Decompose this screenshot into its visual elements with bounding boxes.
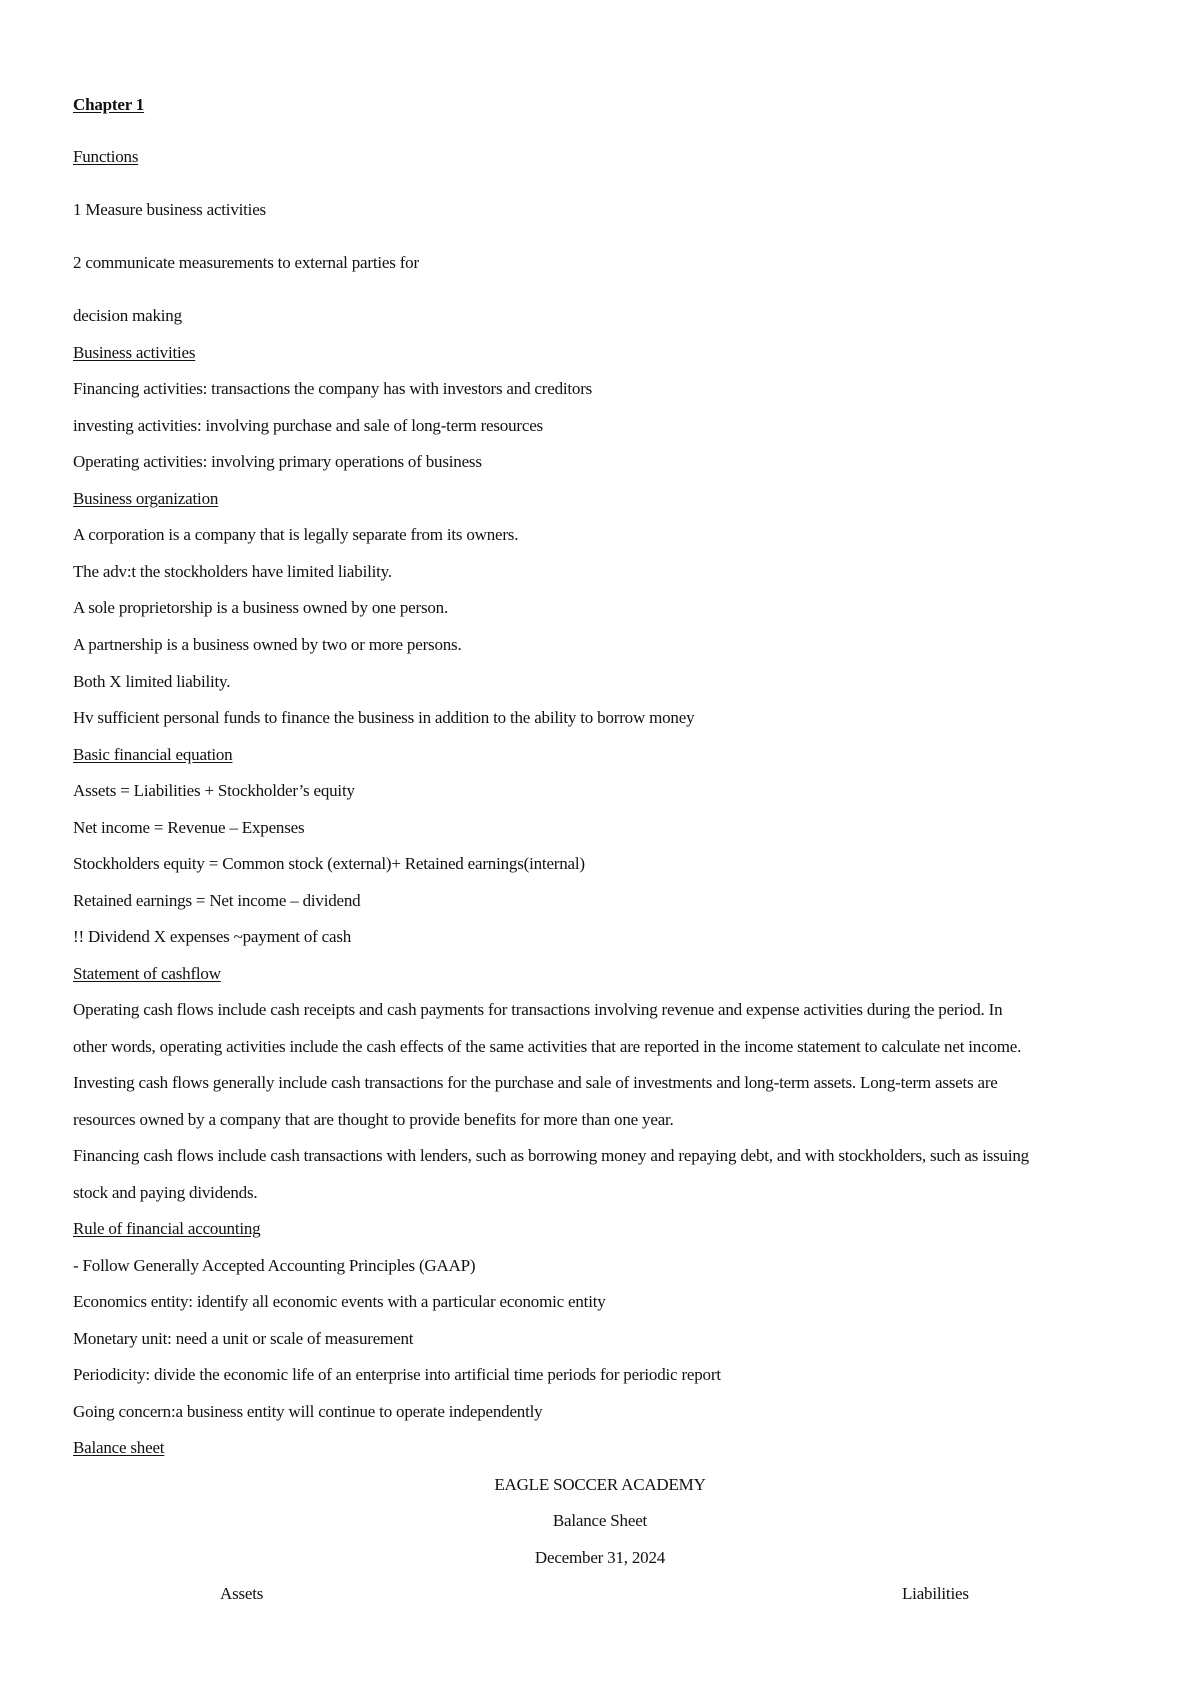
cashflow-investing-line-2: resources owned by a company that are thought to provide benefits for more than one year. <box>73 1110 674 1129</box>
equation-line-2: Net income = Revenue – Expenses <box>73 818 305 837</box>
functions-item-2: 2 communicate measurements to external parties for <box>73 253 419 272</box>
chapter-title: Chapter 1 <box>73 95 145 114</box>
balance-sheet-assets-header: Assets <box>220 1584 264 1603</box>
org-line-1: A corporation is a company that is legally separate from its owners. <box>73 525 519 544</box>
business-organization-heading: Business organization <box>73 489 219 508</box>
cashflow-financing-line-2: stock and paying dividends. <box>73 1183 258 1202</box>
functions-item-2-cont: decision making <box>73 306 182 325</box>
equation-line-5: !! Dividend X expenses ~payment of cash <box>73 927 352 946</box>
equation-line-4: Retained earnings = Net income – dividend <box>73 891 361 910</box>
investing-activities-line: investing activities: involving purchase and sale of long-term resources <box>73 416 543 435</box>
functions-item-1: 1 Measure business activities <box>73 200 266 219</box>
cashflow-financing-line-1: Financing cash flows include cash transactions with lenders, such as borrowing money and repaying debt, and with stockholders, such as issuing <box>73 1146 1029 1165</box>
org-line-2: The adv:t the stockholders have limited liability. <box>73 562 392 581</box>
cashflow-investing-line-1: Investing cash flows generally include cash transactions for the purchase and sale of investments and long-term assets. Long-term assets are <box>73 1073 998 1092</box>
rules-line-4: Periodicity: divide the economic life of an enterprise into artificial time periods for periodic report <box>73 1365 721 1384</box>
balance-sheet-company: EAGLE SOCCER ACADEMY <box>494 1475 706 1494</box>
rules-heading: Rule of financial accounting <box>73 1219 261 1238</box>
cashflow-operating-line-2: other words, operating activities include the cash effects of the same activities that are reported in the income statement to calculate net income. <box>73 1037 1022 1056</box>
operating-activities-line: Operating activities: involving primary operations of business <box>73 452 482 471</box>
rules-line-2: Economics entity: identify all economic events with a particular economic entity <box>73 1292 606 1311</box>
cashflow-operating-line-1: Operating cash flows include cash receipts and cash payments for transactions involving revenue and expense activities during the period. In <box>73 1000 1003 1019</box>
org-line-3: A sole proprietorship is a business owned by one person. <box>73 598 449 617</box>
financing-activities-line: Financing activities: transactions the company has with investors and creditors <box>73 379 593 398</box>
rules-line-1: - Follow Generally Accepted Accounting Principles (GAAP) <box>73 1256 476 1275</box>
functions-heading: Functions <box>73 147 139 166</box>
org-line-4: A partnership is a business owned by two or more persons. <box>73 635 462 654</box>
equation-line-3: Stockholders equity = Common stock (external)+ Retained earnings(internal) <box>73 854 585 873</box>
balance-sheet-heading: Balance sheet <box>73 1438 165 1457</box>
equation-line-1: Assets = Liabilities + Stockholder’s equity <box>73 781 355 800</box>
basic-equation-heading: Basic financial equation <box>73 745 233 764</box>
rules-line-5: Going concern:a business entity will continue to operate independently <box>73 1402 543 1421</box>
balance-sheet-title: Balance Sheet <box>552 1511 648 1530</box>
org-line-6: Hv sufficient personal funds to finance the business in addition to the ability to borrow money <box>73 708 695 727</box>
rules-line-3: Monetary unit: need a unit or scale of measurement <box>73 1329 414 1348</box>
balance-sheet-date: December 31, 2024 <box>534 1548 666 1567</box>
cashflow-heading: Statement of cashflow <box>73 964 221 983</box>
business-activities-heading: Business activities <box>73 343 196 362</box>
org-line-5: Both X limited liability. <box>73 672 231 691</box>
balance-sheet-liabilities-header: Liabilities <box>902 1584 969 1603</box>
